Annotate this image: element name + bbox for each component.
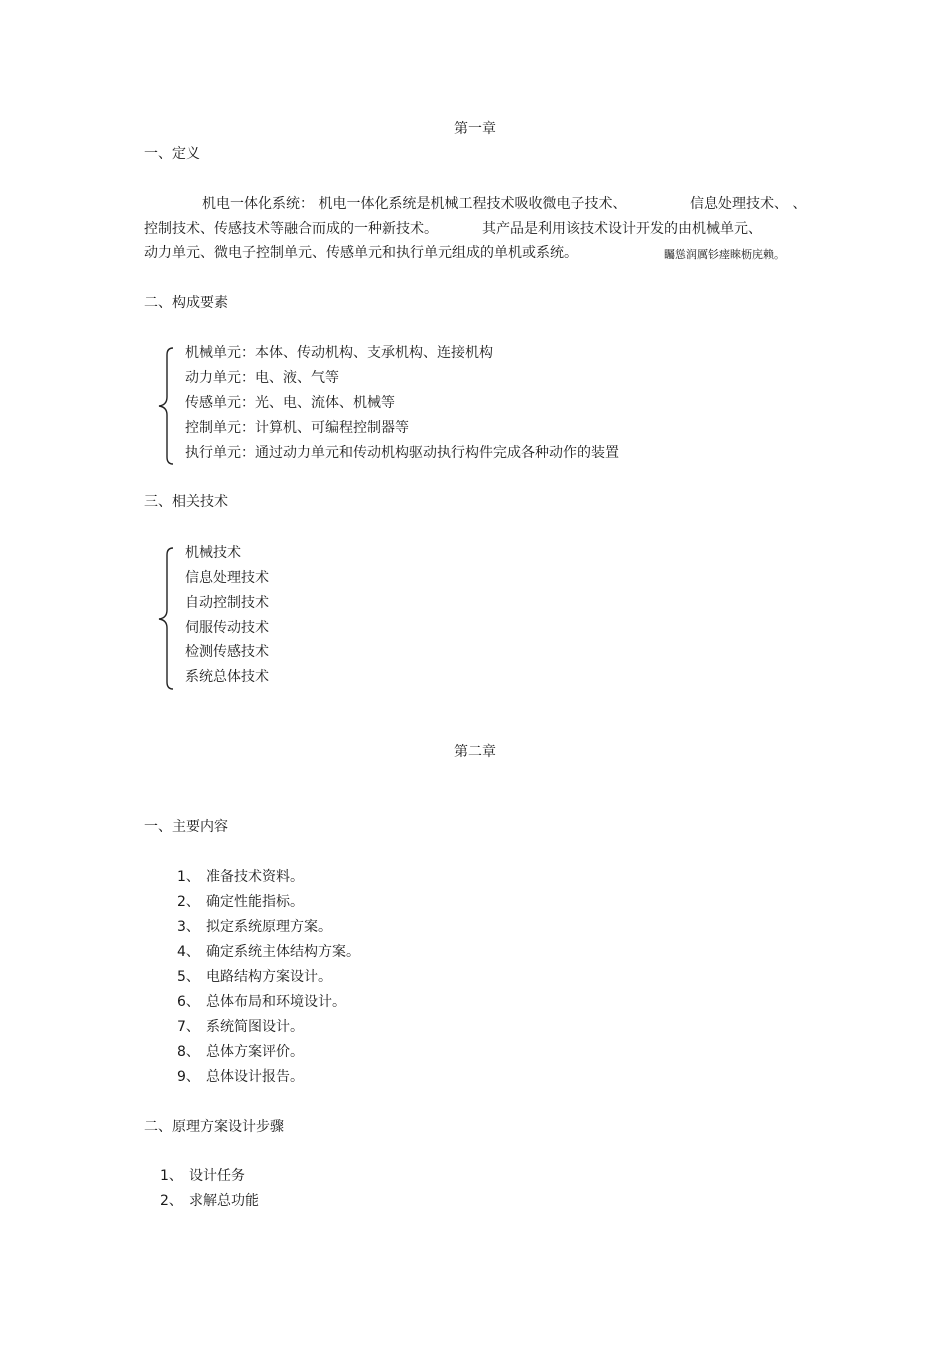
watermark-text: 矚慫润厲钐瘗睞枥庑赖。 — [664, 248, 785, 261]
chapter-1-title: 第一章 — [454, 121, 496, 137]
content-item-num: 8、 — [177, 1044, 200, 1060]
content-item-text: 确定系统主体结构方案。 — [206, 944, 360, 960]
definition-line-1a: 机电一体化系统： 机电一体化系统是机械工程技术吸收微电子技术、 — [202, 196, 627, 212]
content-item-num: 9、 — [177, 1069, 200, 1085]
element-item: 机械单元：本体、传动机构、支承机构、连接机构 — [185, 345, 493, 361]
element-item: 控制单元：计算机、可编程控制器等 — [185, 420, 409, 436]
steps-heading: 二、原理方案设计步骤 — [144, 1119, 284, 1135]
content-item-text: 总体方案评价。 — [206, 1044, 304, 1060]
tech-item: 伺服传动技术 — [185, 620, 269, 636]
content-item-num: 4、 — [177, 944, 200, 960]
content-item-text: 确定性能指标。 — [206, 894, 304, 910]
chapter-2-title: 第二章 — [454, 744, 496, 760]
element-item: 执行单元：通过动力单元和传动机构驱动执行构件完成各种动作的装置 — [185, 445, 619, 461]
tech-heading: 三、相关技术 — [144, 494, 228, 510]
step-item-num: 1、 — [160, 1168, 183, 1184]
content-item-text: 系统简图设计。 — [206, 1019, 304, 1035]
content-item-num: 2、 — [177, 894, 200, 910]
step-item-text: 求解总功能 — [189, 1193, 259, 1209]
content-item-text: 准备技术资料。 — [206, 869, 304, 885]
definition-line-3: 动力单元、微电子控制单元、传感单元和执行单元组成的单机或系统。 — [144, 245, 578, 261]
content-item-num: 1、 — [177, 869, 200, 885]
elements-heading: 二、构成要素 — [144, 295, 228, 311]
tech-item: 系统总体技术 — [185, 669, 269, 685]
tech-item: 信息处理技术 — [185, 570, 269, 586]
step-item-text: 设计任务 — [189, 1168, 245, 1184]
content-item-num: 3、 — [177, 919, 200, 935]
content-item-text: 电路结构方案设计。 — [206, 969, 332, 985]
content-heading: 一、主要内容 — [144, 819, 228, 835]
definition-heading: 一、定义 — [144, 146, 200, 162]
content-item-text: 总体布局和环境设计。 — [206, 994, 346, 1010]
content-item-num: 6、 — [177, 994, 200, 1010]
tech-item: 检测传感技术 — [185, 644, 269, 660]
element-item: 动力单元：电、液、气等 — [185, 370, 339, 386]
content-item-num: 5、 — [177, 969, 200, 985]
step-item-num: 2、 — [160, 1193, 183, 1209]
content-item-text: 拟定系统原理方案。 — [206, 919, 332, 935]
element-item: 传感单元：光、电、流体、机械等 — [185, 395, 395, 411]
content-item-num: 7、 — [177, 1019, 200, 1035]
tech-brace-icon — [155, 545, 177, 692]
definition-line-2b: 其产品是利用该技术设计开发的由机械单元、 — [482, 221, 762, 237]
definition-line-2a: 控制技术、传感技术等融合而成的一种新技术。 — [144, 221, 438, 237]
elements-brace-icon — [155, 345, 177, 467]
tech-item: 机械技术 — [185, 545, 241, 561]
definition-line-1b: 信息处理技术、 、 — [690, 196, 807, 212]
tech-item: 自动控制技术 — [185, 595, 269, 611]
content-item-text: 总体设计报告。 — [206, 1069, 304, 1085]
